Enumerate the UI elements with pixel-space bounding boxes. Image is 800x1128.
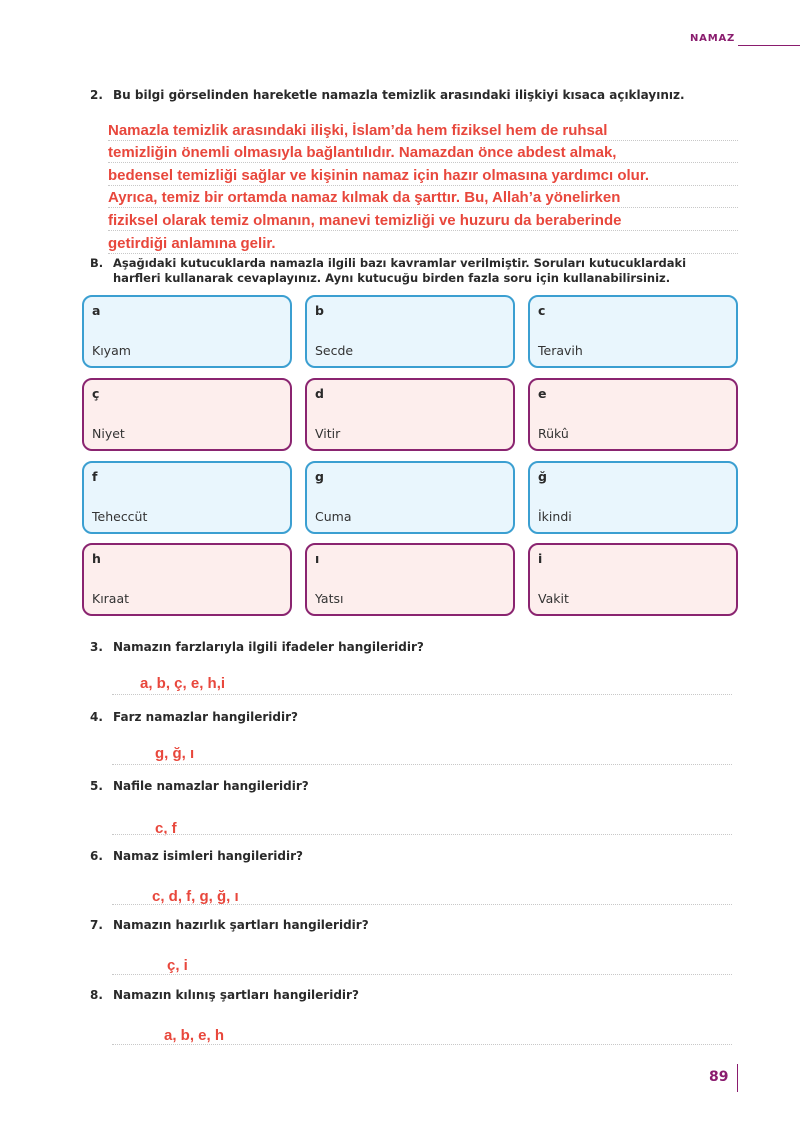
box-letter: b bbox=[315, 303, 324, 318]
box-term: Cuma bbox=[315, 509, 352, 524]
question-5-answer: c, f bbox=[155, 820, 177, 837]
header-rule bbox=[738, 45, 800, 46]
concept-box-h bbox=[82, 543, 292, 616]
box-term: Yatsı bbox=[315, 591, 344, 606]
box-letter: h bbox=[92, 551, 101, 566]
question-3-answer: a, b, ç, e, h,i bbox=[140, 675, 226, 692]
question-text: Farz namazlar hangileridir? bbox=[113, 710, 298, 724]
question-number: 7. bbox=[90, 918, 103, 932]
answer-line bbox=[108, 118, 738, 141]
box-term: Kıyam bbox=[92, 343, 131, 358]
concept-box-i bbox=[528, 543, 738, 616]
page-number-rule bbox=[737, 1064, 738, 1092]
answer-line bbox=[108, 231, 738, 254]
page-number: 89 bbox=[709, 1069, 729, 1085]
question-number: 4. bbox=[90, 710, 103, 724]
box-term: Vakit bbox=[538, 591, 569, 606]
answer-line bbox=[112, 1044, 732, 1045]
answer-line bbox=[112, 764, 732, 765]
concept-box-e bbox=[528, 378, 738, 451]
answer-line bbox=[112, 974, 732, 975]
answer-text: Namazla temizlik arasındaki ilişki, İslam’da hem fiziksel hem de ruhsal bbox=[108, 121, 608, 139]
question-number: 6. bbox=[90, 849, 103, 863]
box-letter: c bbox=[538, 303, 546, 318]
instruction-line: harfleri kullanarak cevaplayınız. Aynı kutucuğu birden fazla soru için kullanabilirsiniz. bbox=[113, 271, 671, 285]
answer-text: Ayrıca, temiz bir ortamda namaz kılmak da şarttır. Bu, Allah’a yönelirken bbox=[108, 189, 621, 207]
question-5 bbox=[90, 779, 309, 793]
concept-box-dotless-i bbox=[305, 543, 515, 616]
box-letter: ğ bbox=[538, 469, 547, 484]
question-number: 8. bbox=[90, 988, 103, 1002]
concept-box-d bbox=[305, 378, 515, 451]
answer-text: temizliğin önemli olmasıyla bağlantılıdır. Namazdan önce abdest almak, bbox=[108, 144, 617, 162]
question-6 bbox=[90, 849, 303, 863]
answer-text: getirdiği anlamına gelir. bbox=[108, 234, 276, 252]
box-letter: ç bbox=[92, 386, 100, 401]
concept-box-g-breve bbox=[528, 461, 738, 534]
box-term: Secde bbox=[315, 343, 354, 358]
answer-line bbox=[112, 834, 732, 835]
answer-line bbox=[112, 694, 732, 695]
question-4-answer: g, ğ, ı bbox=[155, 745, 195, 762]
answer-line bbox=[108, 208, 738, 231]
box-term: İkindi bbox=[538, 509, 572, 524]
question-7-answer: ç, i bbox=[167, 957, 188, 974]
question-number: 3. bbox=[90, 640, 103, 654]
question-text: Nafile namazlar hangileridir? bbox=[113, 779, 309, 793]
answer-line bbox=[112, 904, 732, 905]
instruction-line: Aşağıdaki kutucuklarda namazla ilgili bazı kavramlar verilmiştir. Soruları kutucuklardaki bbox=[113, 256, 687, 270]
question-text: Namazın hazırlık şartları hangileridir? bbox=[113, 918, 369, 932]
box-term: Teravih bbox=[538, 343, 583, 358]
question-3 bbox=[90, 640, 424, 654]
answer-line bbox=[108, 141, 738, 164]
concept-box-f bbox=[82, 461, 292, 534]
box-letter: ı bbox=[315, 551, 320, 566]
box-letter: a bbox=[92, 303, 101, 318]
box-letter: g bbox=[315, 469, 324, 484]
question-2-answer bbox=[108, 118, 738, 254]
question-7 bbox=[90, 918, 369, 932]
box-letter: i bbox=[538, 551, 543, 566]
box-letter: d bbox=[315, 386, 324, 401]
answer-line bbox=[108, 163, 738, 186]
concept-box-c bbox=[528, 295, 738, 368]
box-letter: f bbox=[92, 469, 98, 484]
box-term: Teheccüt bbox=[92, 509, 148, 524]
question-4 bbox=[90, 710, 298, 724]
concept-box-b bbox=[305, 295, 515, 368]
question-number: 5. bbox=[90, 779, 103, 793]
chapter-title: NAMAZ bbox=[690, 33, 736, 44]
question-number: 2. bbox=[90, 88, 103, 102]
box-letter: e bbox=[538, 386, 547, 401]
answer-text: fiziksel olarak temiz olmanın, manevi temizliği ve huzuru da beraberinde bbox=[108, 211, 622, 229]
answer-text: bedensel temizliği sağlar ve kişinin namaz için hazır olmasına yardımcı olur. bbox=[108, 166, 650, 184]
concept-box-a bbox=[82, 295, 292, 368]
answer-line bbox=[108, 186, 738, 209]
box-term: Kıraat bbox=[92, 591, 130, 606]
question-text: Namaz isimleri hangileridir? bbox=[113, 849, 303, 863]
question-text: Bu bilgi görselinden hareketle namazla temizlik arasındaki ilişkiyi kısaca açıklayınız. bbox=[113, 88, 685, 102]
box-term: Vitir bbox=[315, 426, 341, 441]
question-2 bbox=[90, 88, 685, 102]
question-8-answer: a, b, e, h bbox=[164, 1027, 225, 1044]
question-6-answer: c, d, f, g, ğ, ı bbox=[152, 888, 239, 905]
question-8 bbox=[90, 988, 359, 1002]
concept-box-g bbox=[305, 461, 515, 534]
box-term: Rükû bbox=[538, 426, 569, 441]
concept-box-c-cedilla bbox=[82, 378, 292, 451]
box-term: Niyet bbox=[92, 426, 125, 441]
question-text: Namazın kılınış şartları hangileridir? bbox=[113, 988, 359, 1002]
section-b-instructions bbox=[90, 256, 730, 286]
section-label: B. bbox=[90, 256, 104, 270]
question-text: Namazın farzlarıyla ilgili ifadeler hangileridir? bbox=[113, 640, 424, 654]
